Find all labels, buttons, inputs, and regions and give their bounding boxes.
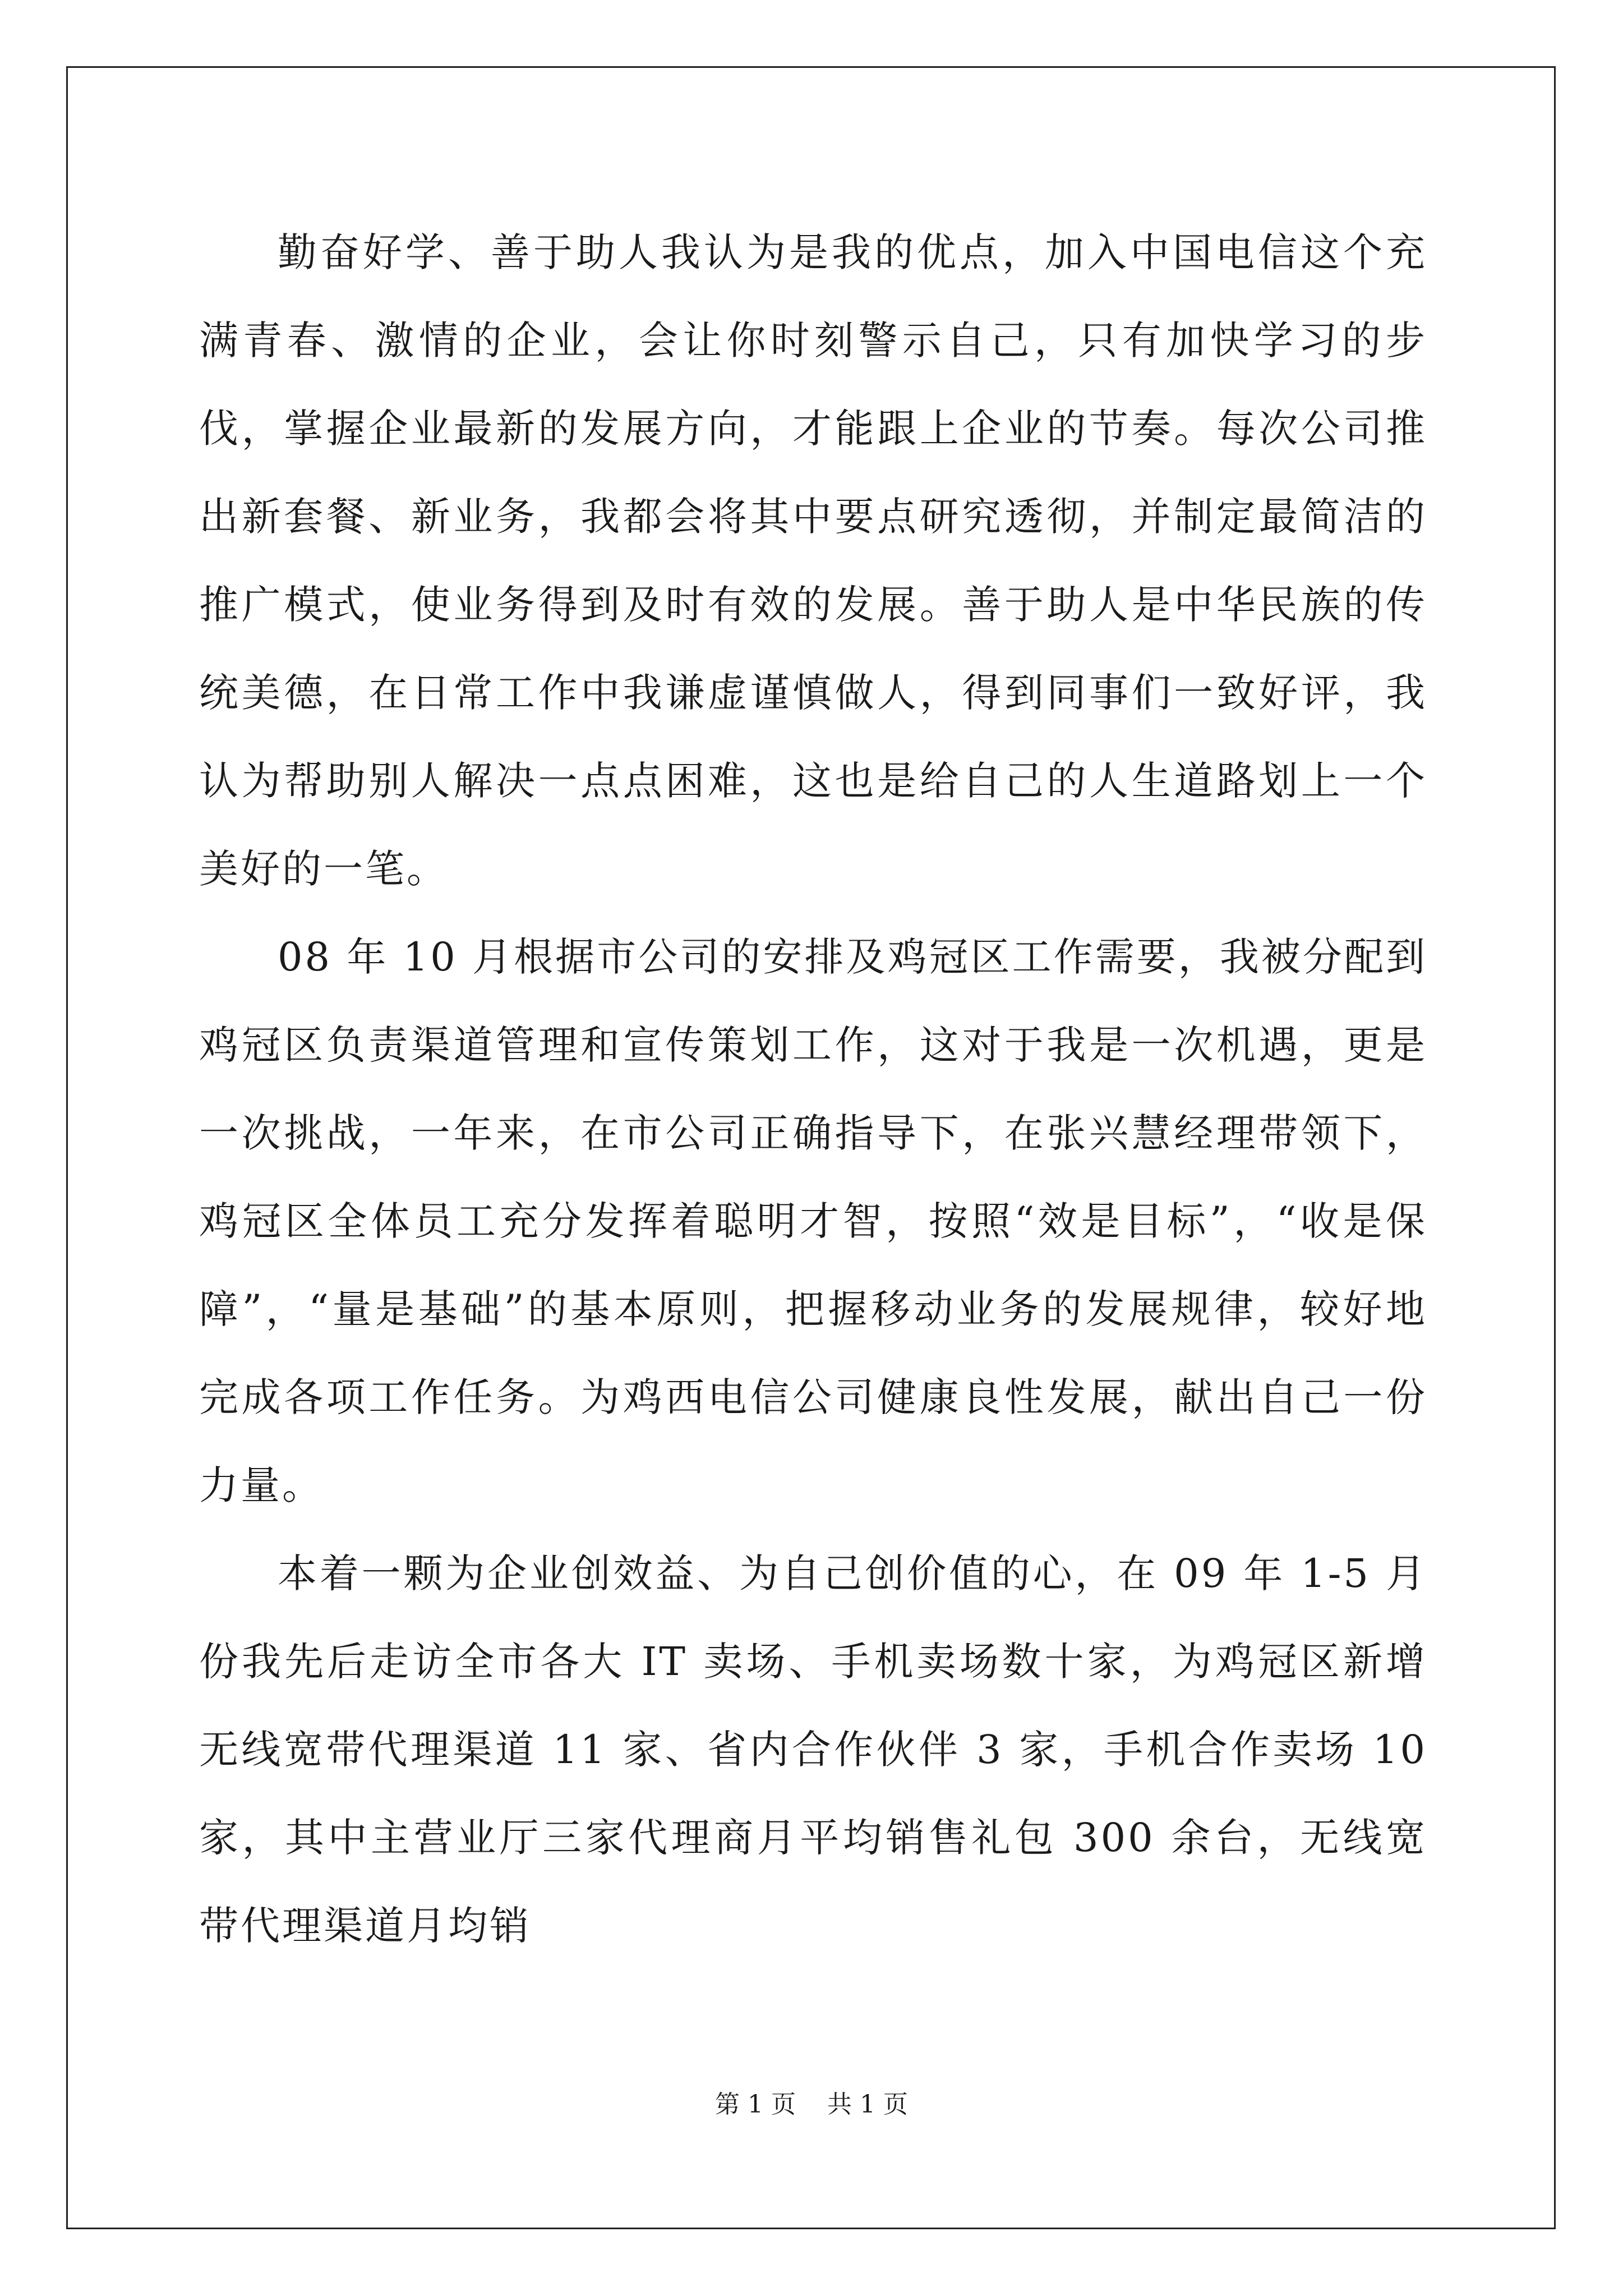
page-number-label: 第 1 页 共 1 页 [715,2090,908,2119]
page-footer [0,2088,1623,2122]
paragraph-1: 勤奋好学、善于助人我认为是我的优点，加入中国电信这个充满青春、激情的企业，会让你时刻警示自己，只有加快学习的步伐，掌握企业最新的发展方向，才能跟上企业的节奏。每次公司推出新套餐、新业务，我都会将其中要点研究透彻，并制定最简洁的推广模式，使业务得到及时有效的发展。善于助人是中华民族的传统美德，在日常工作中我谦虚谨慎做人，得到同事们一致好评，我认为帮助别人解决一点点困难，这也是给自己的人生道路划上一个美好的一笔。 [199,229,1427,892]
paragraph-2: 08 年 10 月根据市公司的安排及鸡冠区工作需要，我被分配到鸡冠区负责渠道管理和宣传策划工作，这对于我是一次机遇，更是一次挑战，一年来，在市公司正确指导下，在张兴慧经理带领下，鸡冠区全体员工充分发挥着聪明才智，按照“效是目标”，“收是保障”，“量是基础”的基本原则，把握移动业务的发展规律，较好地完成各项工作任务。为鸡西电信公司健康良性发展，献出自己一份力量。 [199,934,1427,1508]
paragraph-3: 本着一颗为企业创效益、为自己创价值的心，在 09 年 1-5 月份我先后走访全市各大 IT 卖场、手机卖场数十家，为鸡冠区新增无线宽带代理渠道 11 家、省内合作伙伴 3 家，手机合作卖场 10 家，其中主营业厅三家代理商月平均销售礼包 300 余台，无线宽带代理渠道月均销 [199,1550,1427,1949]
document-body [199,209,1427,1970]
